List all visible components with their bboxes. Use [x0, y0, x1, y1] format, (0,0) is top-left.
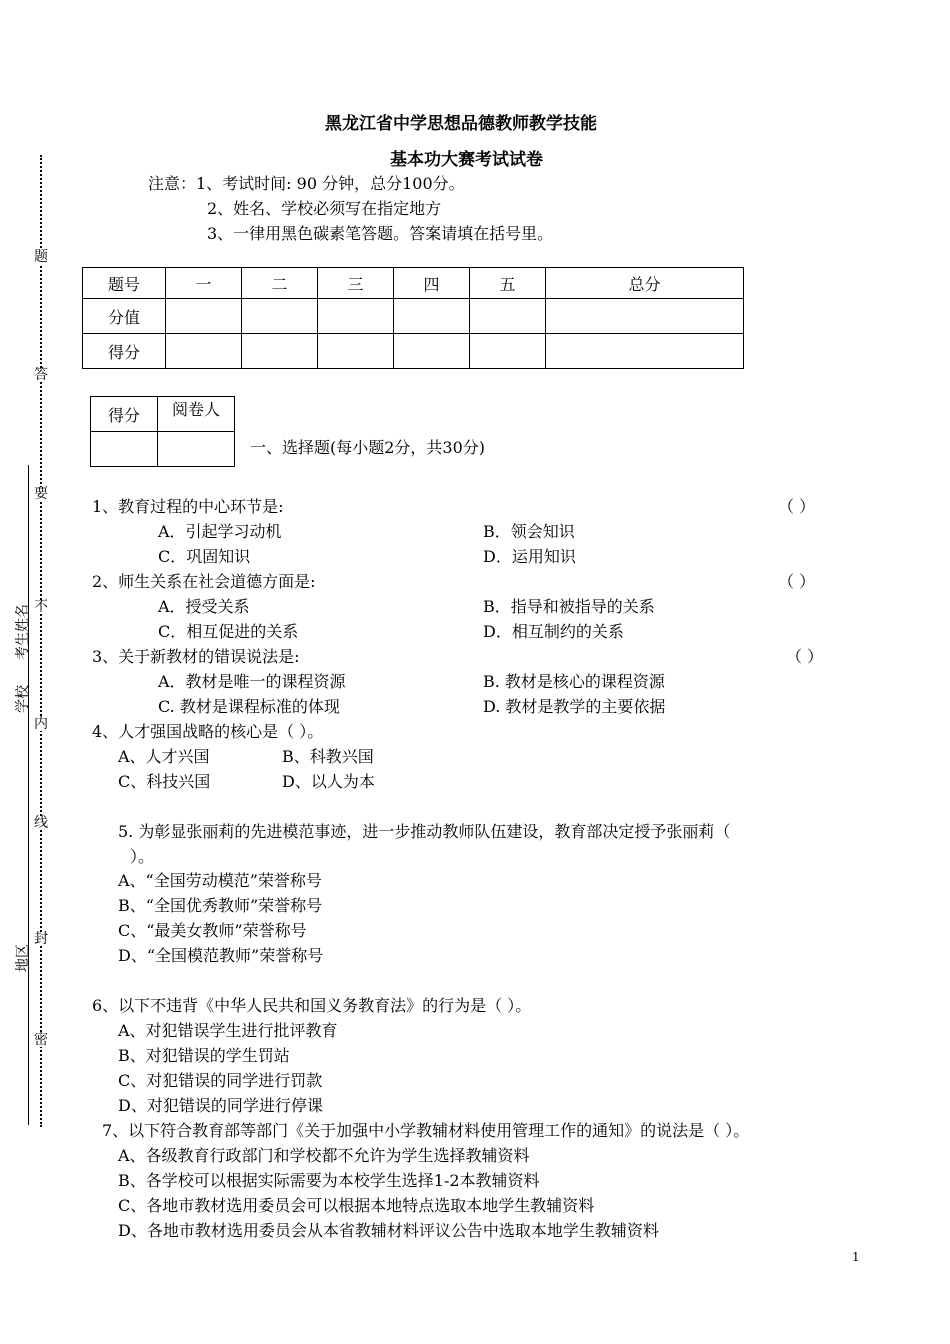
question-6-stem: 6、以下不违背《中华人民共和国义务教育法》的行为是（ ）。	[92, 996, 532, 1015]
side-label-name: 考生姓名	[15, 604, 31, 660]
side-label-region: 地区	[15, 944, 31, 972]
question-4-option-c: C、科技兴国	[118, 772, 211, 791]
score-cell[interactable]	[546, 334, 744, 369]
question-3-option-b: B. 教材是核心的课程资源	[483, 672, 665, 691]
notice-line-1: 注意：1、考试时间: 90 分钟，总分100分。	[148, 174, 465, 193]
grader-score-label: 得分	[91, 397, 158, 432]
question-1-stem: 1、教育过程的中心环节是:	[92, 497, 284, 516]
score-row-label: 得分	[83, 334, 166, 369]
question-5-stem-continued: ）。	[130, 847, 155, 866]
seal-char-bu: 不	[34, 599, 48, 615]
question-3-stem: 3、关于新教材的错误说法是:	[92, 647, 300, 666]
score-cell[interactable]	[242, 334, 318, 369]
score-cell[interactable]	[242, 299, 318, 334]
question-5-option-c: C、“最美女教师”荣誉称号	[118, 921, 307, 940]
seal-char-ti: 题	[34, 249, 48, 265]
question-1-option-a: A．引起学习动机	[158, 522, 282, 541]
side-label-school: 学校	[15, 685, 31, 713]
question-2-option-a: A．授受关系	[158, 597, 250, 616]
question-6-option-c: C、对犯错误的同学进行罚款	[118, 1071, 323, 1090]
question-5-option-a: A、“全国劳动模范”荣誉称号	[118, 871, 322, 890]
score-cell[interactable]	[166, 334, 242, 369]
score-cell[interactable]	[470, 299, 546, 334]
question-2-option-d: D．相互制约的关系	[483, 622, 624, 641]
seal-char-xian: 线	[34, 815, 48, 831]
question-2-stem: 2、师生关系在社会道德方面是:	[92, 572, 316, 591]
question-5-stem: 5. 为彰显张丽莉的先进模范事迹，进一步推动教师队伍建设，教育部决定授予张丽莉（	[118, 822, 731, 841]
question-1-answer-paren[interactable]: （ ）	[778, 497, 816, 516]
score-cell[interactable]	[318, 299, 394, 334]
score-header-cell: 一	[166, 268, 242, 299]
score-cell[interactable]	[546, 299, 744, 334]
score-cell[interactable]	[470, 334, 546, 369]
section-1-title: 一、选择题(每小题2分，共30分)	[250, 438, 486, 457]
question-7-stem: 7、以下符合教育部等部门《关于加强中小学教辅材料使用管理工作的通知》的说法是（ ）。	[102, 1121, 750, 1140]
question-2-answer-paren[interactable]: （ ）	[778, 572, 816, 591]
score-header-cell: 三	[318, 268, 394, 299]
question-3-option-a: A．教材是唯一的课程资源	[158, 672, 346, 691]
seal-char-yao: 要	[34, 486, 48, 502]
question-6-option-d: D、对犯错误的同学进行停课	[118, 1096, 323, 1115]
grader-name-label: 阅卷人	[158, 397, 235, 432]
score-cell[interactable]	[394, 334, 470, 369]
question-5-option-b: B、“全国优秀教师”荣誉称号	[118, 896, 323, 915]
score-header-cell: 二	[242, 268, 318, 299]
seal-char-da: 答	[34, 367, 48, 383]
score-cell[interactable]	[318, 334, 394, 369]
question-4-option-d: D、以人为本	[282, 772, 375, 791]
question-2-option-b: B．指导和被指导的关系	[483, 597, 655, 616]
question-6-option-b: B、对犯错误的学生罚站	[118, 1046, 290, 1065]
seal-char-feng: 封	[34, 931, 48, 947]
page-number: 1	[852, 1250, 860, 1264]
question-1-option-b: B．领会知识	[483, 522, 575, 541]
seal-char-nei: 内	[34, 716, 48, 732]
score-header-cell: 总分	[546, 268, 744, 299]
page-title: 黑龙江省中学思想品德教师教学技能	[325, 114, 597, 134]
grader-name-cell[interactable]	[158, 432, 235, 467]
question-3-answer-paren[interactable]: （ ）	[786, 647, 824, 666]
score-header-cell: 四	[394, 268, 470, 299]
page-subtitle: 基本功大赛考试试卷	[390, 150, 543, 170]
notice-line-3: 3、一律用黑色碳素笔答题。答案请填在括号里。	[207, 224, 554, 243]
score-row-label: 分值	[83, 299, 166, 334]
grader-box	[90, 396, 235, 467]
score-table	[82, 267, 744, 369]
question-4-stem: 4、人才强国战略的核心是（ ）。	[92, 722, 324, 741]
seal-char-mi: 密	[34, 1032, 48, 1048]
question-7-option-b: B、各学校可以根据实际需要为本校学生选择1-2本教辅资料	[118, 1171, 540, 1190]
question-7-option-a: A、各级教育行政部门和学校都不允许为学生选择教辅资料	[118, 1146, 530, 1165]
question-7-option-d: D、各地市教材选用委员会从本省教辅材料评议公告中选取本地学生教辅资料	[118, 1221, 659, 1240]
score-header-cell: 题号	[83, 268, 166, 299]
question-2-option-c: C．相互促进的关系	[158, 622, 299, 641]
question-1-option-d: D．运用知识	[483, 547, 576, 566]
score-cell[interactable]	[394, 299, 470, 334]
question-4-option-a: A、人才兴国	[118, 747, 210, 766]
grader-score-cell[interactable]	[91, 432, 158, 467]
notice-line-2: 2、姓名、学校必须写在指定地方	[207, 199, 442, 218]
question-3-option-d: D. 教材是教学的主要依据	[483, 697, 666, 716]
question-3-option-c: C. 教材是课程标准的体现	[158, 697, 340, 716]
side-field-underline	[28, 465, 29, 1125]
question-6-option-a: A、对犯错误学生进行批评教育	[118, 1021, 338, 1040]
question-1-option-c: C．巩固知识	[158, 547, 251, 566]
question-4-option-b: B、科教兴国	[282, 747, 374, 766]
score-header-cell: 五	[470, 268, 546, 299]
question-7-option-c: C、各地市教材选用委员会可以根据本地特点选取本地学生教辅资料	[118, 1196, 595, 1215]
question-5-option-d: D、“全国模范教师”荣誉称号	[118, 946, 324, 965]
seal-dotted-line	[40, 155, 42, 1127]
score-cell[interactable]	[166, 299, 242, 334]
